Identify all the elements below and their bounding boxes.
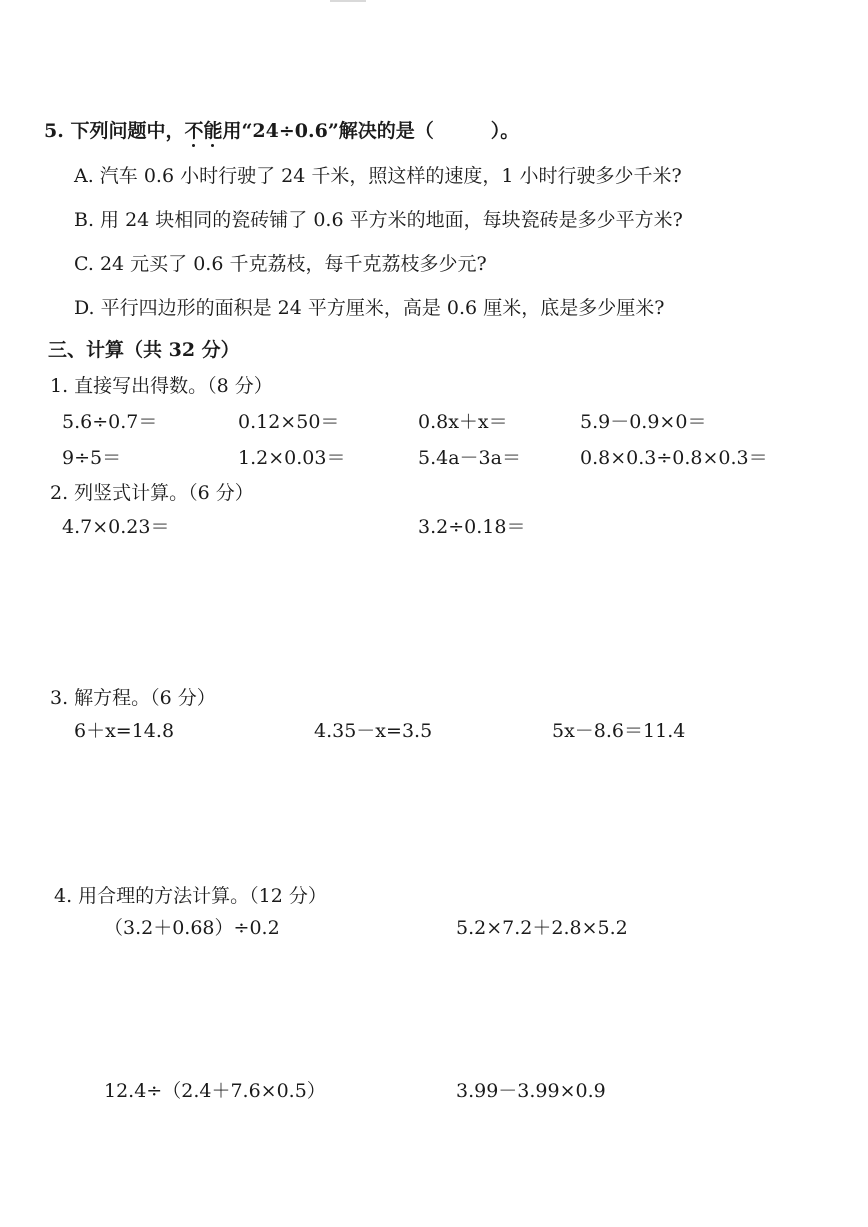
part-4-title: 4. 用合理的方法计算。（12 分） (54, 885, 327, 907)
oral-calc-item: 5.4a－3a＝ (418, 447, 521, 469)
oral-calc-item: 0.8×0.3÷0.8×0.3＝ (580, 447, 768, 469)
equation-item: 4.35－x=3.5 (314, 720, 433, 742)
part-1-title: 1. 直接写出得数。（8 分） (50, 375, 273, 397)
oral-calc-item: 0.12×50＝ (238, 411, 340, 433)
emphasis-char-not: 不 (184, 120, 204, 142)
option-a: A. 汽车 0.6 小时行驶了 24 千米，照这样的速度，1 小时行驶多少千米? (74, 165, 682, 187)
simplify-calc-item: （3.2＋0.68）÷0.2 (104, 917, 280, 939)
oral-calc-item: 1.2×0.03＝ (238, 447, 346, 469)
emphasis-char-can: 能 (203, 120, 223, 142)
oral-calc-item: 5.6÷0.7＝ (62, 411, 158, 433)
scan-mark (330, 0, 366, 2)
equation-item: 5x－8.6＝11.4 (552, 720, 686, 742)
simplify-calc-item: 5.2×7.2＋2.8×5.2 (456, 917, 628, 939)
simplify-calc-item: 12.4÷（2.4＋7.6×0.5） (104, 1080, 326, 1102)
question-5-prefix: 5. 下列问题中， (44, 120, 185, 142)
vertical-calc-item: 3.2÷0.18＝ (418, 516, 526, 538)
oral-calc-item: 5.9－0.9×0＝ (580, 411, 707, 433)
simplify-calc-item: 3.99－3.99×0.9 (456, 1080, 606, 1102)
part-2-title: 2. 列竖式计算。（6 分） (50, 482, 254, 504)
vertical-calc-item: 4.7×0.23＝ (62, 516, 170, 538)
equation-item: 6＋x=14.8 (74, 720, 175, 742)
option-c: C. 24 元买了 0.6 千克荔枝，每千克荔枝多少元? (74, 253, 487, 275)
question-5-stem (44, 119, 519, 143)
option-d: D. 平行四边形的面积是 24 平方厘米，高是 0.6 厘米，底是多少厘米? (74, 297, 665, 319)
part-3-title: 3. 解方程。（6 分） (50, 687, 216, 709)
option-b: B. 用 24 块相同的瓷砖铺了 0.6 平方米的地面，每块瓷砖是多少平方米? (74, 209, 683, 231)
oral-calc-item: 9÷5＝ (62, 447, 122, 469)
question-5-suffix: 用“24÷0.6”解决的是（ ）。 (222, 120, 520, 142)
section-3-title: 三、计算（共 32 分） (48, 339, 240, 361)
oral-calc-item: 0.8x＋x＝ (418, 411, 508, 433)
